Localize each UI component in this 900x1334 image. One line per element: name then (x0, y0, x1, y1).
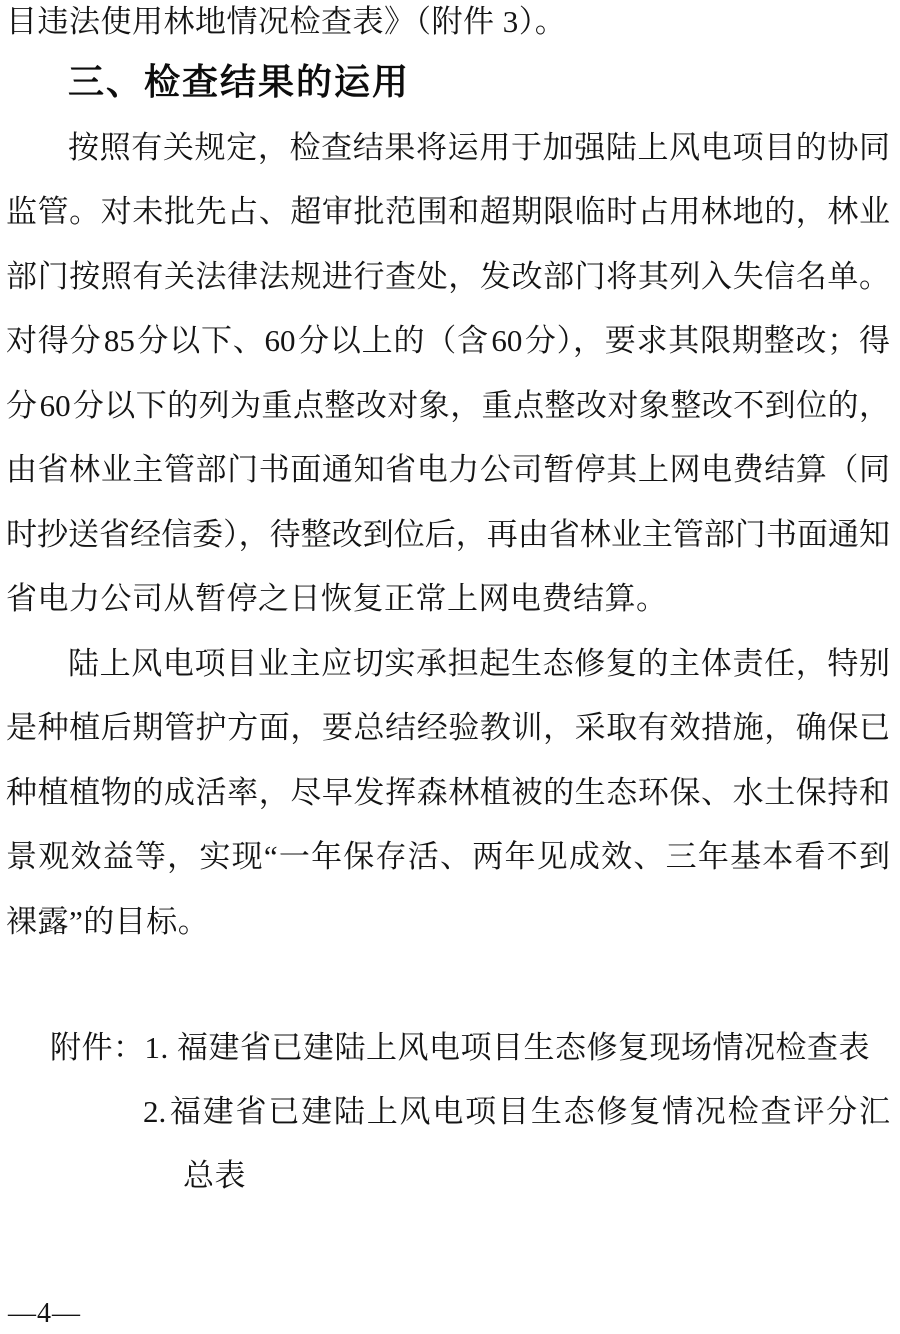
body-line: 部门按照有关法律法规进行查处，发改部门将其列入失信名单。 (6, 259, 890, 294)
body-line: 陆上风电项目业主应切实承担起生态修复的主体责任，特别 (68, 646, 890, 681)
body-line: 裸露”的目标。 (6, 904, 210, 939)
section-heading: 三、检查结果的运用 (68, 61, 411, 102)
body-line-continuation: 目违法使用林地情况检查表》（附件 3）。 (6, 4, 567, 39)
body-line: 景观效益等，实现“一年保存活、两年见成效、三年基本看不到 (6, 839, 890, 874)
body-line: 省电力公司从暂停之日恢复正常上网电费结算。 (6, 581, 668, 616)
attachment-line-2: 2. 福建省已建陆上风电项目生态修复情况检查评分汇 (143, 1094, 890, 1129)
body-line: 时抄送省经信委），待整改到位后，再由省林业主管部门书面通知 (6, 517, 890, 552)
attachment-line-2-wrap: 总表 (183, 1158, 246, 1193)
body-line: 分 60 分以下的列为重点整改对象，重点整改对象整改不到位的， (6, 388, 890, 423)
body-line: 按照有关规定，检查结果将运用于加强陆上风电项目的协同 (68, 130, 890, 165)
body-line: 由省林业主管部门书面通知省电力公司暂停其上网电费结算（同 (6, 452, 890, 487)
page-number: —4— (8, 1298, 81, 1329)
body-line: 种植植物的成活率，尽早发挥森林植被的生态环保、水土保持和 (6, 775, 890, 810)
body-line: 是种植后期管护方面，要总结经验教训，采取有效措施，确保已 (6, 710, 890, 745)
attachment-line-1: 附件：1. 福建省已建陆上风电项目生态修复现场情况检查表 (50, 1030, 870, 1065)
body-line: 监管。对未批先占、超审批范围和超期限临时占用林地的，林业 (6, 194, 890, 229)
body-line: 对得分 85 分以下、60 分以上的（含 60 分），要求其限期整改；得 (6, 323, 890, 358)
